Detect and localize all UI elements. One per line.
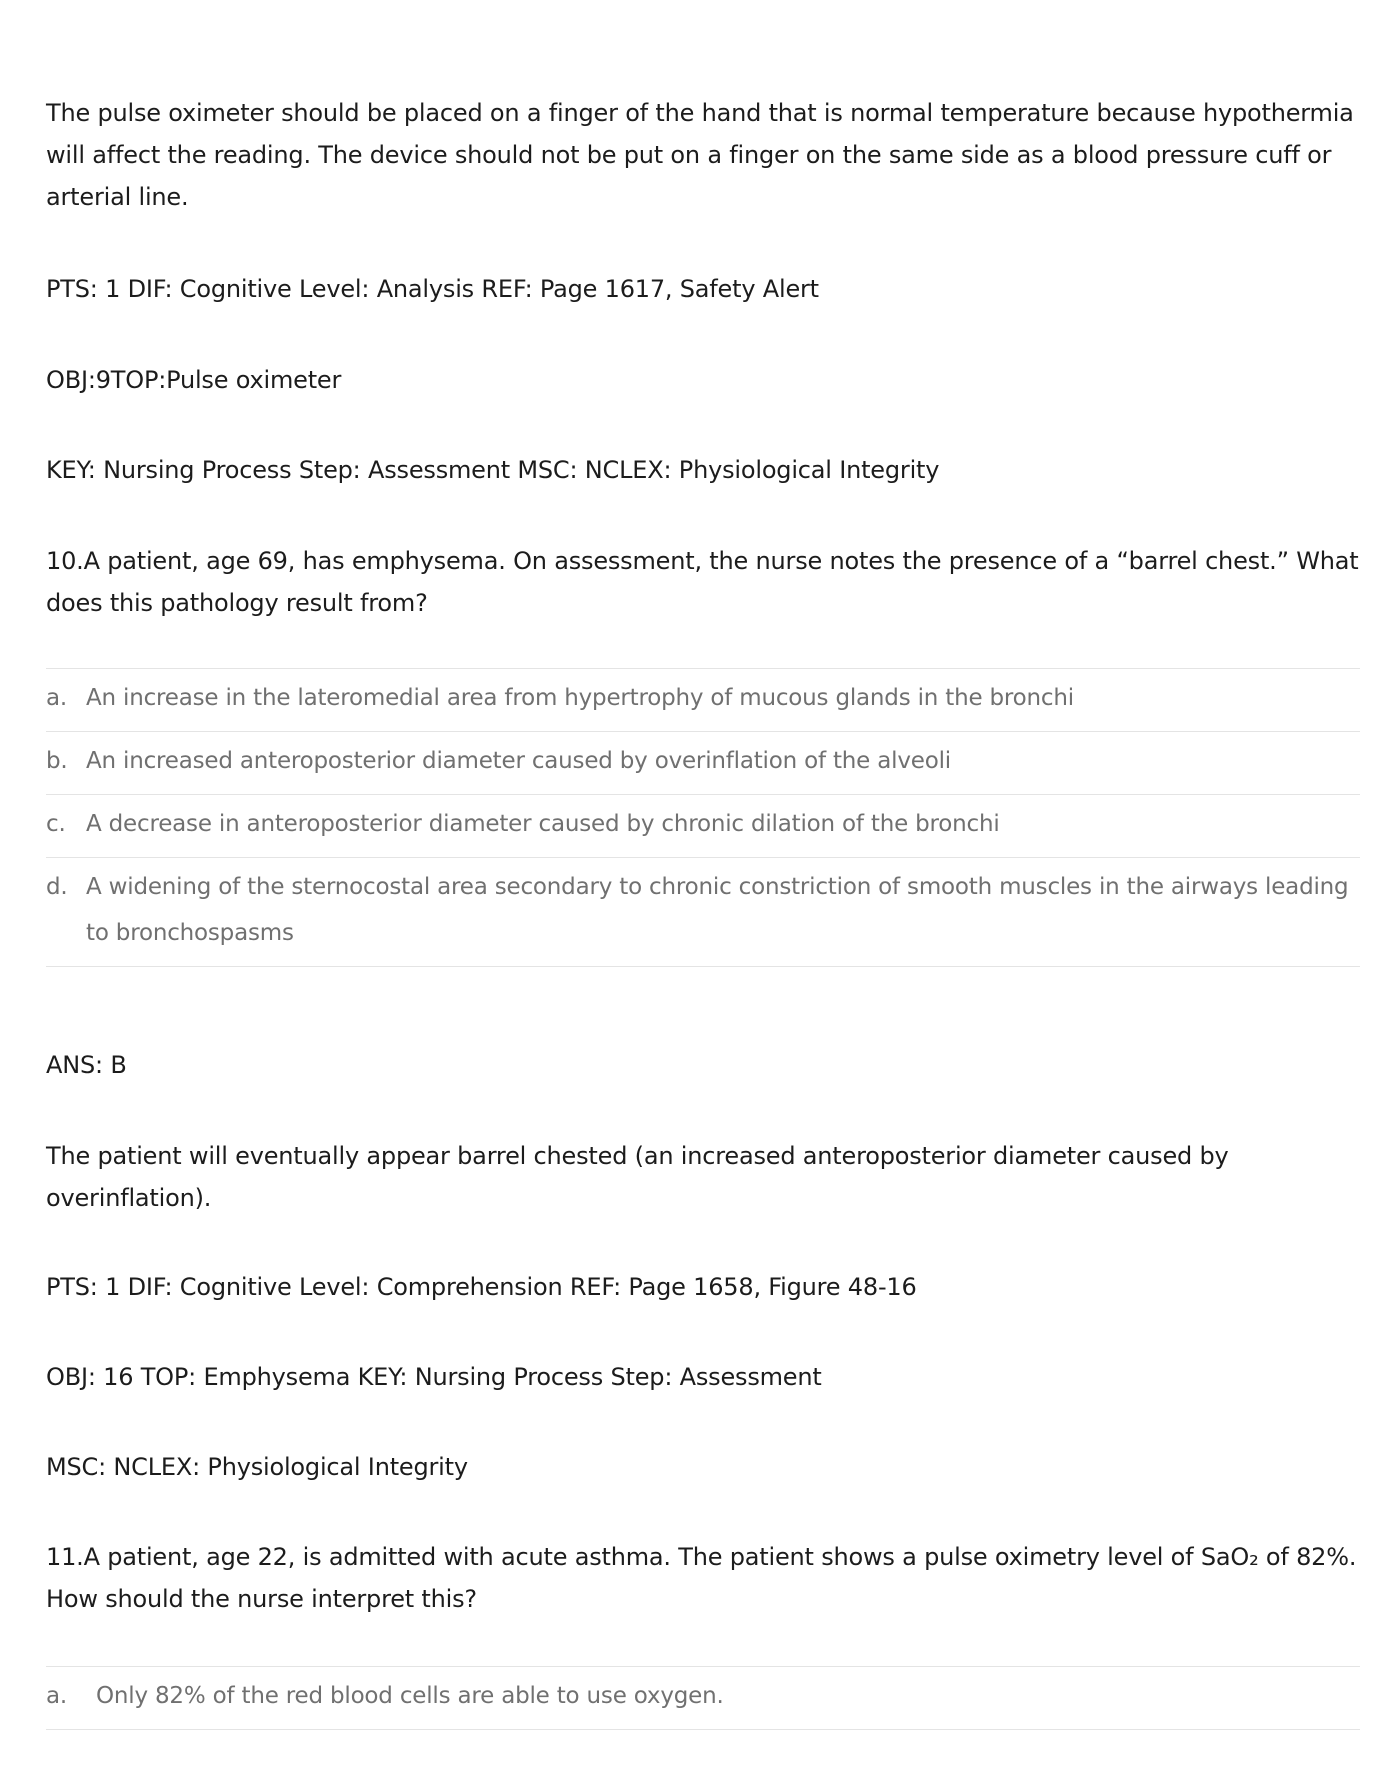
q10-answer: ANS: B [46, 1051, 127, 1079]
q10-options-list [46, 668, 1360, 967]
option-letter: a. [46, 685, 68, 711]
q10-option-a[interactable] [46, 669, 1360, 732]
q10-pts-line: PTS: 1 DIF: Cognitive Level: Comprehension REF: Page 1658, Figure 48-16 [46, 1273, 917, 1301]
option-letter: a. [46, 1683, 68, 1709]
q10-question: 10.A patient, age 69, has emphysema. On assessment, the nurse notes the presence of a “barrel chest.” What does this pathology result from? [46, 547, 1359, 617]
option-letter: d. [46, 874, 68, 900]
option-text: Only 82% of the red blood cells are able to use oxygen. [96, 1683, 724, 1709]
option-letter: b. [46, 748, 68, 774]
q10-obj-line: OBJ: 16 TOP: Emphysema KEY: Nursing Process Step: Assessment [46, 1363, 822, 1391]
option-text: A decrease in anteroposterior diameter caused by chronic dilation of the bronchi [86, 811, 1000, 837]
q10-option-c[interactable] [46, 795, 1360, 858]
q11-options-list [46, 1666, 1360, 1730]
q9-pts-line: PTS: 1 DIF: Cognitive Level: Analysis REF: Page 1617, Safety Alert [46, 275, 819, 303]
q10-msc-line: MSC: NCLEX: Physiological Integrity [46, 1453, 468, 1481]
q9-key-line: KEY: Nursing Process Step: Assessment MSC: NCLEX: Physiological Integrity [46, 456, 940, 484]
q11-option-a[interactable] [46, 1667, 1360, 1730]
option-text: An increase in the lateromedial area from hypertrophy of mucous glands in the bronchi [86, 685, 1074, 711]
option-letter: c. [46, 811, 66, 837]
option-text: An increased anteroposterior diameter caused by overinflation of the alveoli [86, 748, 951, 774]
option-text: A widening of the sternocostal area secondary to chronic constriction of smooth muscles in the airways leading to bronchospasms [86, 874, 1349, 946]
intro-paragraph: The pulse oximeter should be placed on a finger of the hand that is normal temperature because hypothermia will affect the reading. The device should not be put on a finger on the same side as a blood pressure cuff or arterial line. [46, 99, 1354, 211]
q10-option-d[interactable] [46, 858, 1360, 967]
q10-option-b[interactable] [46, 732, 1360, 795]
q11-question: 11.A patient, age 22, is admitted with acute asthma. The patient shows a pulse oximetry level of SaO₂ of 82%. How should the nurse interpret this? [46, 1543, 1357, 1613]
q10-rationale: The patient will eventually appear barrel chested (an increased anteroposterior diameter caused by overinflation). [46, 1142, 1229, 1212]
q9-obj-line: OBJ:9TOP:Pulse oximeter [46, 366, 342, 394]
